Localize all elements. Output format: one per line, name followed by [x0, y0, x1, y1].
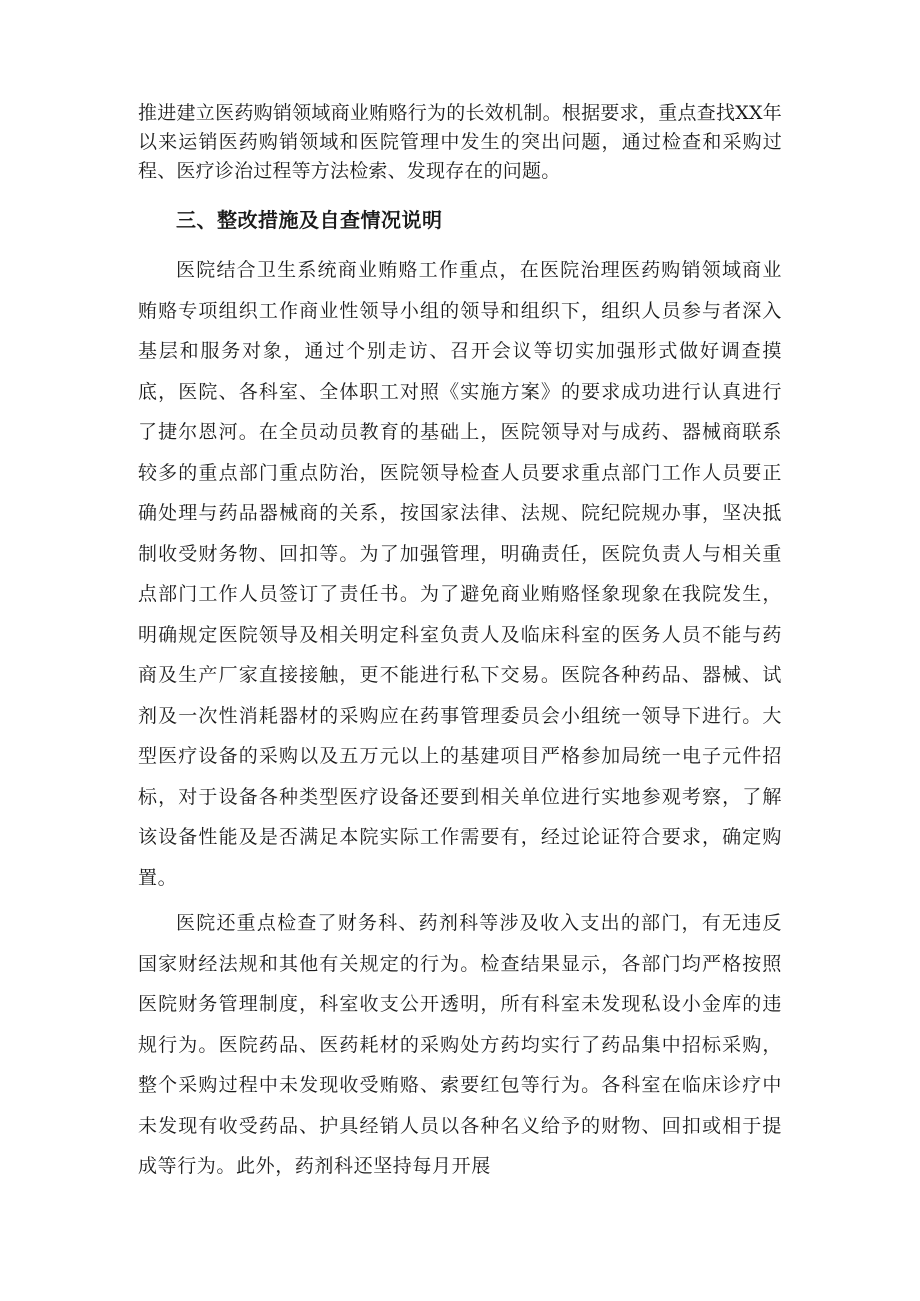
body-paragraph-1: 医院结合卫生系统商业贿赂工作重点，在医院治理医药购销领域商业贿赂专项组织工作商业性领导小组的领导和组织下，组织人员参与者深入基层和服务对象，通过个别走访、召开会议等切实加强形式做好调查摸底，医院、各科室、全体职工对照《实施方案》的要求成功进行认真进行了捷尔恩河。在全员动员教育的基础上，医院领导对与成药、器械商联系较多的重点部门重点防治，医院领导检查人员要求重点部门工作人员要正确处理与药品器械商的关系，按国家法律、法规、院纪院规办事，坚决抵制收受财务物、回扣等。为了加强管理，明确责任，医院负责人与相关重点部门工作人员签订了责任书。为了避免商业贿赂怪象现象在我院发生，明确规定医院领导及相关明定科室负责人及临床科室的医务人员不能与药商及生产厂家直接接触，更不能进行私下交易。医院各种药品、器械、试剂及一次性消耗器材的采购应在药事管理委员会小组统一领导下进行。大型医疗设备的采购以及五万元以上的基建项目严格参加局统一电子元件招标，对于设备各种类型医疗设备还要到相关单位进行实地参观考察，了解该设备性能及是否满足本院实际工作需要有，经过论证符合要求，确定购置。	[138, 259, 782, 889]
body-paragraph-2: 医院还重点检查了财务科、药剂科等涉及收入支出的部门，有无违反国家财经法规和其他有关规定的行为。检查结果显示，各部门均严格按照医院财务管理制度，科室收支公开透明，所有科室未发现私设小金库的违规行为。医院药品、医药耗材的采购处方药均实行了药品集中招标采购，整个采购过程中未发现收受贿赂、索要红包等行为。各科室在临床诊疗中未发现有收受药品、护具经销人员以各种名义给予的财物、回扣或相于提成等行为。此外，药剂科还坚持每月开展	[138, 912, 782, 1177]
section-heading: 三、整改措施及自查情况说明	[176, 208, 443, 232]
intro-paragraph: 推进建立医药购销领域商业贿赂行为的长效机制。根据要求，重点查找XX年以来运销医药购销领域和医院管理中发生的突出问题，通过检查和采购过程、医疗诊治过程等方法检索、发现存在的问题。	[138, 102, 782, 182]
